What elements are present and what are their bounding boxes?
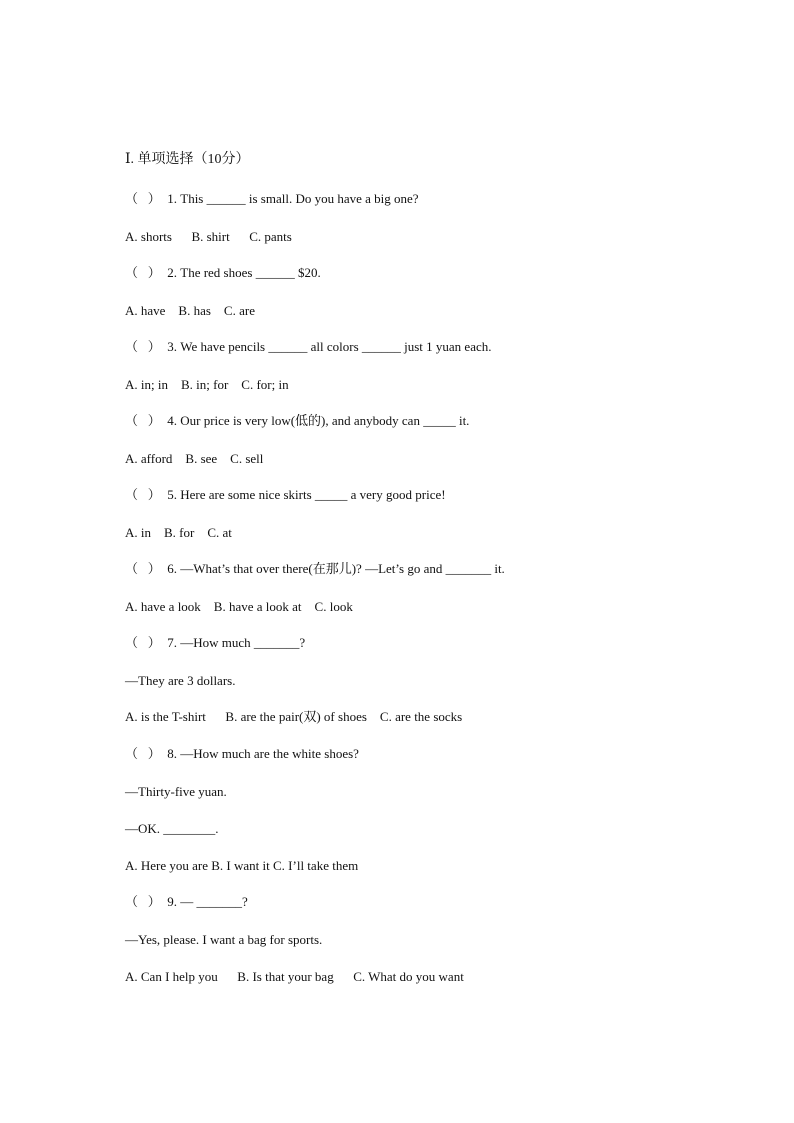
question-2: （ ） 2. The red shoes ______ $20. bbox=[125, 265, 321, 280]
question-8-dialogue-2: —OK. ________. bbox=[125, 821, 219, 836]
question-6: （ ） 6. —What’s that over there(在那儿)? —Let’s go and _______ it. bbox=[125, 561, 505, 576]
question-9-dialogue: —Yes, please. I want a bag for sports. bbox=[125, 932, 323, 947]
question-7-options: A. is the T-shirt B. are the pair(双) of shoes C. are the socks bbox=[125, 709, 463, 724]
question-8-options: A. Here you are B. I want it C. I’ll take them bbox=[125, 858, 359, 873]
question-5-options: A. in B. for C. at bbox=[125, 525, 232, 540]
question-6-options: A. have a look B. have a look at C. look bbox=[125, 599, 353, 614]
question-2-options: A. have B. has C. are bbox=[125, 303, 255, 318]
question-7-dialogue: —They are 3 dollars. bbox=[125, 673, 236, 688]
question-8: （ ） 8. —How much are the white shoes? bbox=[125, 746, 359, 761]
section-title: Ⅰ. 单项选择（10分） bbox=[125, 152, 250, 167]
question-7: （ ） 7. —How much _______? bbox=[125, 635, 306, 650]
question-9-options: A. Can I help you B. Is that your bag C. What do you want bbox=[125, 969, 464, 984]
question-4-options: A. afford B. see C. sell bbox=[125, 451, 264, 466]
question-3-options: A. in; in B. in; for C. for; in bbox=[125, 377, 289, 392]
question-1: （ ） 1. This ______ is small. Do you have a big one? bbox=[125, 191, 419, 206]
question-1-options: A. shorts B. shirt C. pants bbox=[125, 229, 292, 244]
question-4: （ ） 4. Our price is very low(低的), and anybody can _____ it. bbox=[125, 413, 470, 428]
question-3: （ ） 3. We have pencils ______ all colors ______ just 1 yuan each. bbox=[125, 339, 492, 354]
question-5: （ ） 5. Here are some nice skirts _____ a very good price! bbox=[125, 487, 446, 502]
question-9: （ ） 9. — _______? bbox=[125, 894, 248, 909]
question-8-dialogue-1: —Thirty-five yuan. bbox=[125, 784, 227, 799]
